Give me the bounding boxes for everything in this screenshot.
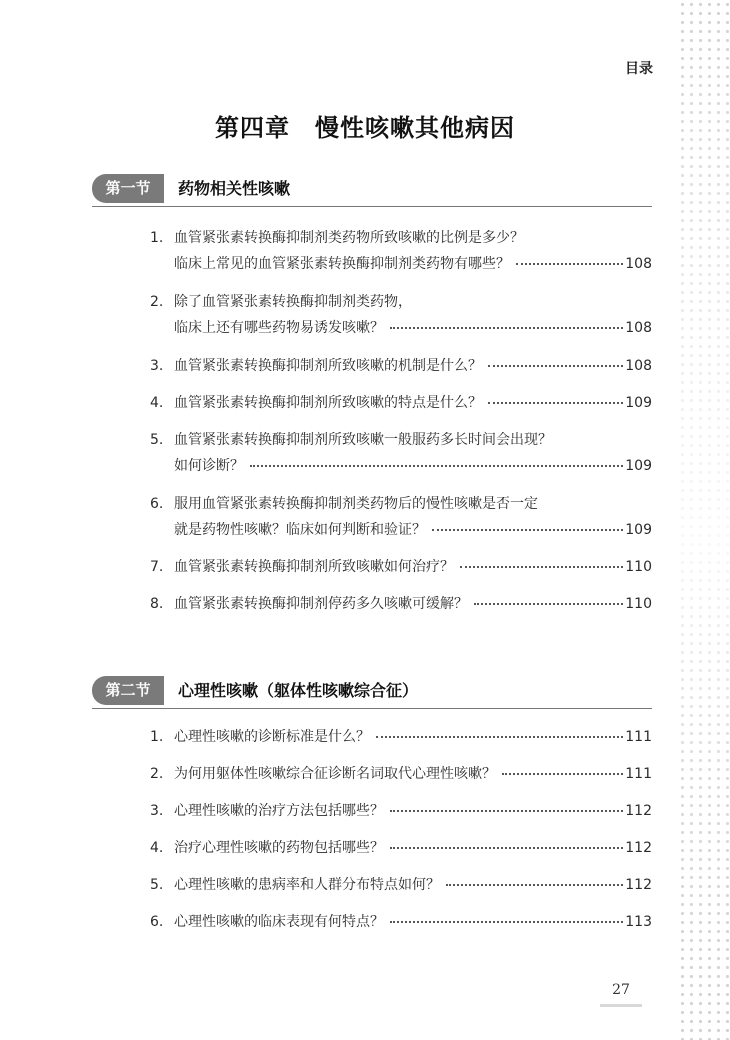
entry-number: 6. (150, 914, 164, 930)
entry-page: 110 (625, 596, 652, 612)
section-badge: 第一节 (92, 174, 164, 203)
dot-leader (446, 883, 623, 886)
entry-page: 112 (625, 840, 652, 856)
entry-page: 109 (625, 395, 652, 411)
dot-leader (390, 846, 623, 849)
entry-number: 5. (150, 877, 164, 893)
entry-text: 血管紧张素转换酶抑制剂停药多久咳嗽可缓解？ (174, 596, 468, 612)
entry-page: 109 (625, 458, 652, 474)
entry-text: 临床上还有哪些药物易诱发咳嗽？ (174, 320, 384, 336)
entry-text: 临床上常见的血管紧张素转换酶抑制剂类药物有哪些？ (174, 256, 510, 272)
entry-page: 109 (625, 522, 652, 538)
entry-page: 112 (625, 803, 652, 819)
page-number-underline (600, 1004, 642, 1007)
toc-entry[interactable] (150, 353, 652, 379)
entry-text: 心理性咳嗽的诊断标准是什么？ (174, 729, 370, 745)
section-title: 心理性咳嗽（躯体性咳嗽综合征） (178, 681, 419, 700)
entry-number: 1. (150, 729, 164, 745)
toc-entries-section-1 (150, 225, 652, 617)
entry-number: 2. (150, 766, 164, 782)
entry-number: 4. (150, 395, 164, 411)
dot-leader (474, 602, 623, 605)
entry-page: 110 (625, 559, 652, 575)
toc-entry[interactable] (150, 872, 652, 898)
entry-text: 除了血管紧张素转换酶抑制剂类药物， (174, 294, 412, 310)
entry-text: 就是药物性咳嗽？临床如何判断和验证？ (174, 522, 426, 538)
entry-text: 血管紧张素转换酶抑制剂所致咳嗽一般服药多长时间会出现？ (174, 432, 552, 448)
toc-entry[interactable] (150, 225, 652, 277)
toc-entry[interactable] (150, 591, 652, 617)
entry-page: 112 (625, 877, 652, 893)
dot-leader (250, 464, 623, 467)
entry-number: 6. (150, 496, 164, 512)
toc-entry[interactable] (150, 798, 652, 824)
toc-entry[interactable] (150, 390, 652, 416)
toc-entry[interactable] (150, 427, 652, 479)
dot-leader (502, 772, 623, 775)
toc-entry[interactable] (150, 554, 652, 580)
entry-number: 5. (150, 432, 164, 448)
section-heading-2 (92, 676, 652, 709)
toc-entry[interactable] (150, 835, 652, 861)
dot-leader (390, 920, 623, 923)
entry-number: 1. (150, 230, 164, 246)
dot-leader (488, 401, 623, 404)
entry-text: 血管紧张素转换酶抑制剂所致咳嗽的机制是什么？ (174, 358, 482, 374)
entry-number: 3. (150, 358, 164, 374)
dot-leader (376, 735, 623, 738)
entry-number: 7. (150, 559, 164, 575)
entry-text: 心理性咳嗽的治疗方法包括哪些？ (174, 803, 384, 819)
entry-text: 心理性咳嗽的患病率和人群分布特点如何？ (174, 877, 440, 893)
entry-text: 心理性咳嗽的临床表现有何特点？ (174, 914, 384, 930)
dot-leader (460, 565, 623, 568)
entry-page: 111 (625, 729, 652, 745)
entry-text: 服用血管紧张素转换酶抑制剂类药物后的慢性咳嗽是否一定 (174, 496, 538, 512)
entry-page: 113 (625, 914, 652, 930)
entry-number: 8. (150, 596, 164, 612)
section-heading-1 (92, 174, 652, 207)
entry-text: 治疗心理性咳嗽的药物包括哪些？ (174, 840, 384, 856)
section-badge: 第二节 (92, 676, 164, 705)
entry-text: 为何用躯体性咳嗽综合征诊断名词取代心理性咳嗽？ (174, 766, 496, 782)
toc-entry[interactable] (150, 909, 652, 935)
dot-leader (390, 326, 623, 329)
dot-leader (432, 528, 623, 531)
toc-entries-section-2 (150, 724, 652, 935)
toc-entry[interactable] (150, 761, 652, 787)
entry-text: 血管紧张素转换酶抑制剂类药物所致咳嗽的比例是多少？ (174, 230, 524, 246)
dot-leader (390, 809, 623, 812)
entry-text: 血管紧张素转换酶抑制剂所致咳嗽如何治疗？ (174, 559, 454, 575)
running-head: 目录 (625, 61, 653, 77)
entry-text: 如何诊断？ (174, 458, 244, 474)
entry-number: 4. (150, 840, 164, 856)
entry-page: 111 (625, 766, 652, 782)
entry-page: 108 (625, 256, 652, 272)
dot-pattern-fade (678, 0, 730, 1040)
toc-entry[interactable] (150, 491, 652, 543)
chapter-title: 第四章 慢性咳嗽其他病因 (215, 113, 515, 142)
toc-entry[interactable] (150, 724, 652, 750)
dot-leader (488, 364, 623, 367)
entry-text: 血管紧张素转换酶抑制剂所致咳嗽的特点是什么？ (174, 395, 482, 411)
entry-number: 3. (150, 803, 164, 819)
entry-page: 108 (625, 320, 652, 336)
entry-number: 2. (150, 294, 164, 310)
section-title: 药物相关性咳嗽 (178, 179, 291, 198)
page-number: 27 (612, 982, 630, 998)
dot-leader (516, 262, 623, 265)
entry-page: 108 (625, 358, 652, 374)
toc-entry[interactable] (150, 289, 652, 341)
